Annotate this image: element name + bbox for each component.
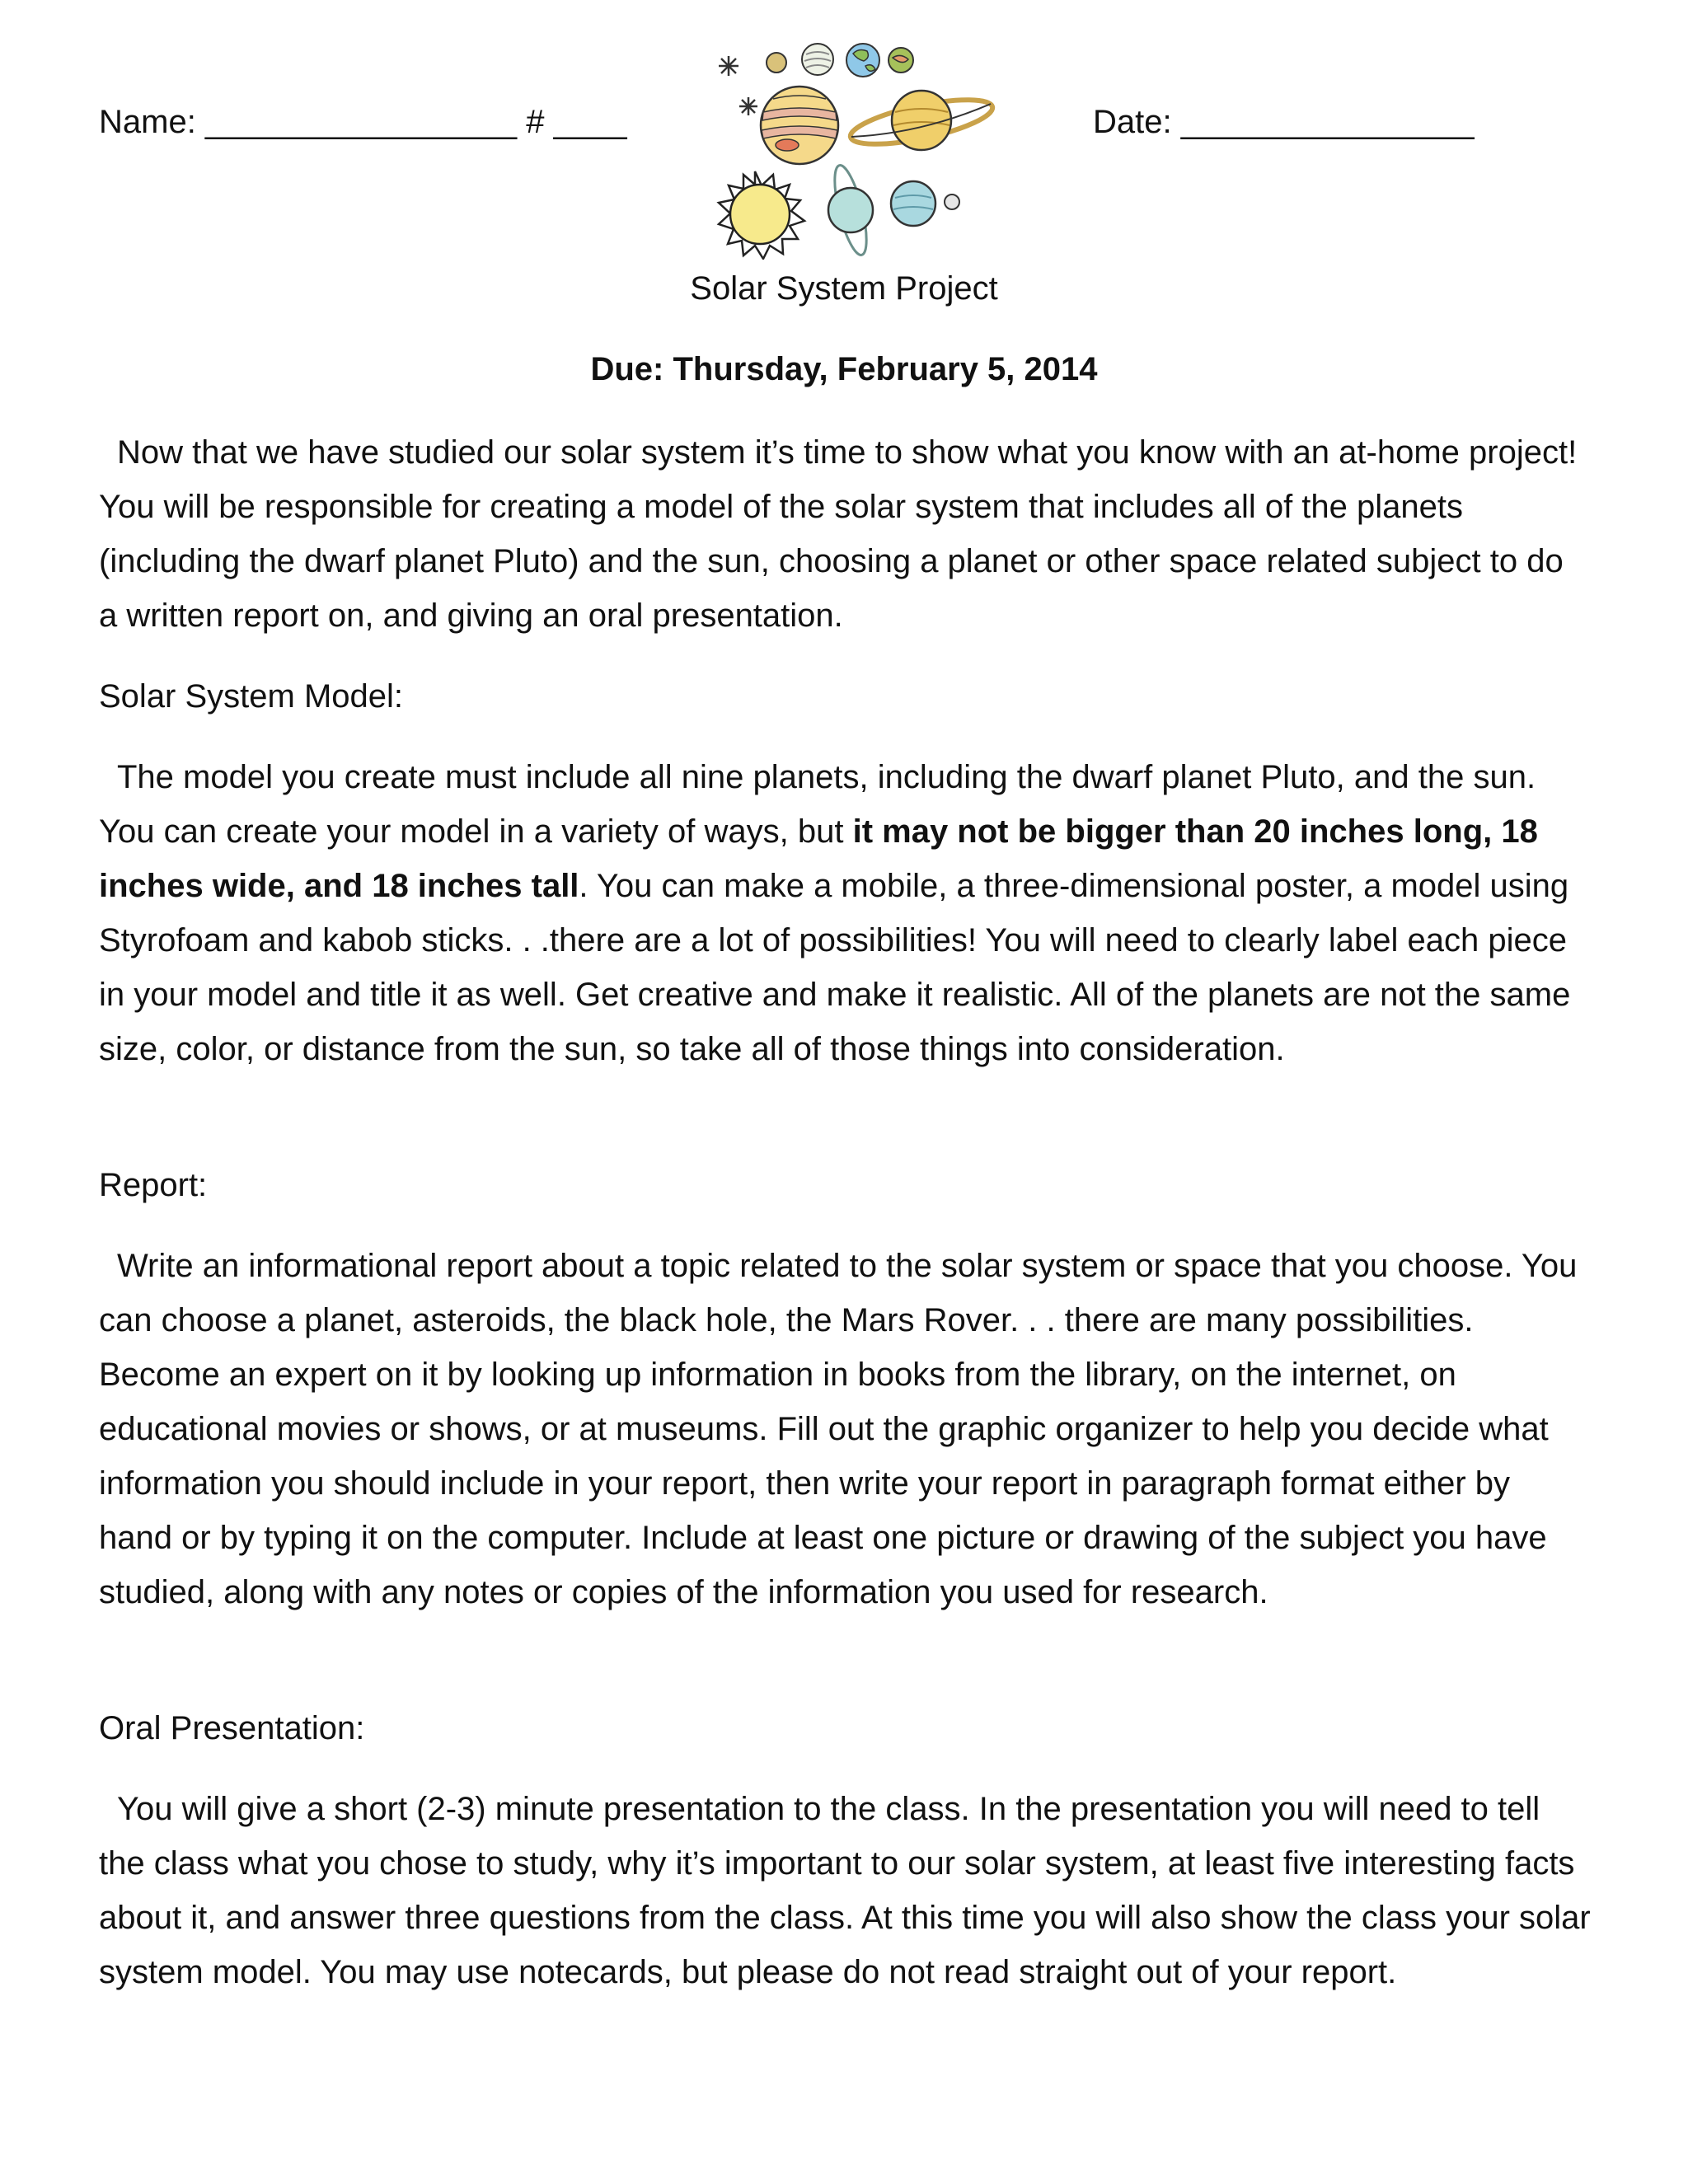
uranus-planet-icon — [828, 162, 873, 257]
due-date-line: Due: Thursday, February 5, 2014 — [590, 351, 1098, 387]
sun-icon — [719, 171, 804, 259]
jupiter-planet-icon — [761, 87, 838, 164]
model-text-before: The model you create must include all nine planets, including the dwarf planet Pluto, and the sun. You can create your model in a variety of ways, but — [99, 759, 1536, 850]
page-title: Solar System Project — [690, 270, 998, 307]
saturn-planet-icon — [847, 91, 996, 153]
report-section-heading: Report: — [99, 1167, 208, 1203]
star-icon — [719, 56, 738, 76]
star-icon — [739, 97, 757, 115]
oral-section-heading: Oral Presentation: — [99, 1710, 365, 1746]
report-paragraph: Write an informational report about a topic related to the solar system or space that you choose. You can choose a planet, asteroids, the black hole, the Mars Rover. . . there are many possibilities. Become an expert on it by looking up information in books from the library, on the internet, on educational movies or shows, or at museums. Fill out the graphic organizer to help you decide what information you should include in your report, then write your report in paragraph format either by hand or by typing it on the computer. Include at least one picture or drawing of the subject you have studied, along with any notes or copies of the information you used for research. — [99, 1248, 1578, 1610]
pluto-planet-icon — [945, 194, 959, 209]
model-size-limit: it may not be bigger than 20 inches long, 18 inches wide, and 18 inches tall — [99, 813, 1538, 904]
model-paragraph — [99, 750, 1591, 1076]
oral-paragraph: You will give a short (2-3) minute presentation to the class. In the presentation you will need to tell the class what you chose to study, why it’s important to our solar system, at least five interesting facts about it, and answer three questions from the class. At this time you will also show the class your solar system model. You may use notecards, but please do not read straight out of your report. — [99, 1791, 1591, 1990]
solar-system-clipart — [701, 33, 1006, 260]
mercury-planet-icon — [767, 53, 786, 73]
date-field-line: Date: ________________ — [1093, 104, 1475, 140]
model-text-after: . You can make a mobile, a three-dimensional poster, a model using Styrofoam and kabob sticks. . .there are a lot of possibilities! You will need to clearly label each piece in your model and title it as well. Get creative and make it realistic. All of the planets are not the same size, color, or distance from the sun, so take all of those things into consideration. — [99, 868, 1571, 1067]
neptune-planet-icon — [891, 181, 935, 226]
intro-paragraph: Now that we have studied our solar system it’s time to show what you know with an at-home project! You will be responsible for creating a model of the solar system that includes all of the planets (including the dwarf planet Pluto) and the sun, choosing a planet or other space related subject to do a written report on, and giving an oral presentation. — [99, 434, 1578, 634]
model-section-heading: Solar System Model: — [99, 678, 404, 715]
name-field-line: Name: _________________ # ____ — [99, 104, 627, 140]
